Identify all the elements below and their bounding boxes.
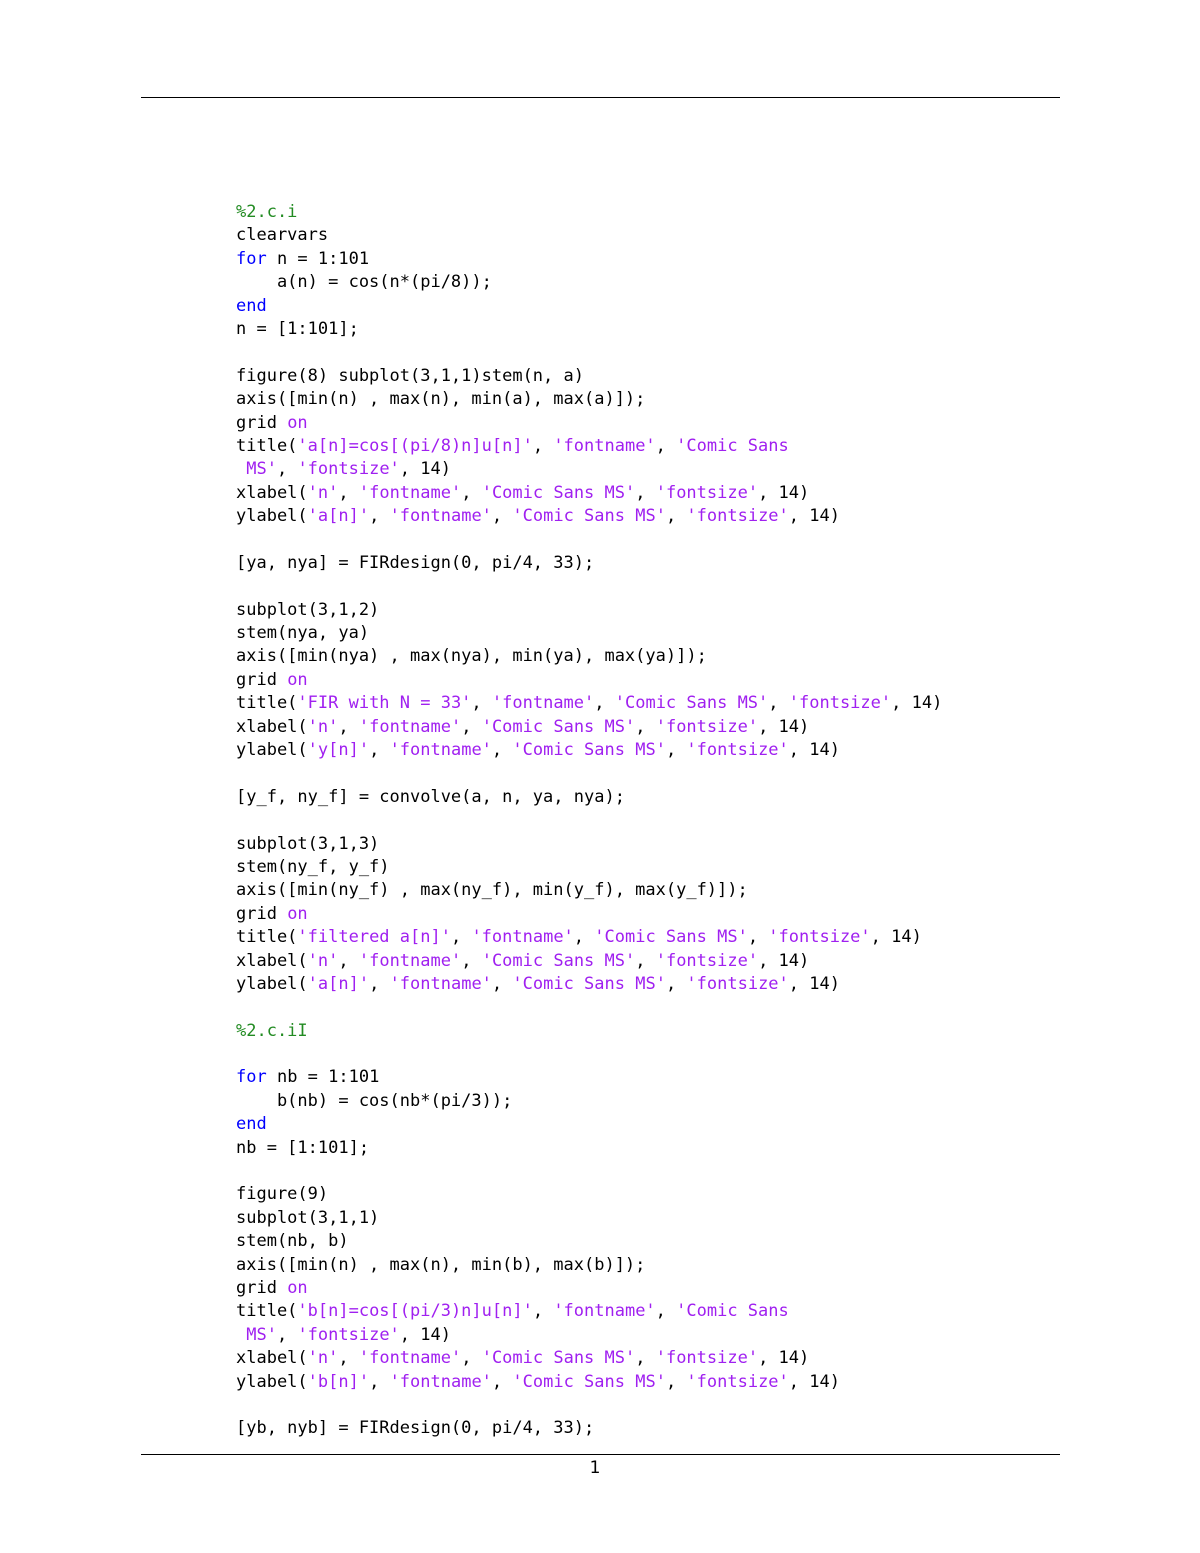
string-token: 'fontname' (358, 716, 462, 737)
code-token: ylabel( (236, 739, 308, 760)
code-token: title( (236, 693, 298, 714)
code-line (236, 926, 942, 949)
keyword-token: end (236, 1114, 267, 1135)
code-line (236, 341, 942, 364)
code-line (236, 1300, 942, 1323)
code-token: , (369, 1371, 390, 1392)
comment-token: %2.c.i (236, 202, 298, 222)
code-line (236, 505, 942, 528)
code-token: subplot(3,1,1) (236, 1207, 380, 1228)
code-token: , (491, 506, 513, 527)
string-token: 'fontname' (471, 927, 574, 948)
code-token: grid (236, 669, 288, 690)
code-token: , (369, 739, 390, 760)
keyword-token: for (236, 248, 267, 269)
code-token: xlabel( (236, 482, 308, 503)
header-rule (141, 97, 1060, 98)
code-line (236, 716, 942, 739)
keyword-token: end (236, 295, 267, 316)
code-token: clearvars (236, 225, 329, 246)
string-token: 'fontsize' (297, 1324, 400, 1345)
code-token: n = 1:101 (266, 248, 370, 269)
page-number: 1 (589, 1458, 601, 1478)
code-token: stem(ny_f, y_f) (236, 856, 390, 877)
string-token: 'fontname' (553, 435, 656, 456)
code-token: , (276, 459, 298, 480)
code-line (236, 1160, 942, 1183)
string-token: 'fontname' (553, 1301, 656, 1322)
string-token: 'Comic Sans MS' (481, 1348, 636, 1369)
code-token: , (635, 1348, 656, 1369)
footer-rule (141, 1454, 1060, 1455)
code-token: , (655, 435, 677, 456)
code-line (236, 903, 942, 926)
code-token: , (461, 1348, 482, 1369)
string-token: 'Comic Sans MS' (512, 739, 666, 760)
code-token: , 14) (399, 1324, 451, 1345)
code-line (236, 1020, 942, 1043)
code-line (236, 552, 942, 575)
code-token: , 14) (788, 973, 840, 994)
code-token: grid (236, 412, 288, 433)
code-line (236, 1043, 942, 1066)
string-token: 'fontsize' (788, 693, 892, 714)
string-token: 'filtered a[n]' (297, 927, 451, 948)
code-token: , (655, 1301, 677, 1322)
code-line (236, 201, 942, 224)
code-line (236, 1417, 942, 1440)
code-token: , (747, 927, 769, 948)
code-token: [ya, nya] = FIRdesign(0, pi/4, 33); (236, 552, 595, 573)
code-line (236, 528, 942, 551)
code-token: , (450, 927, 472, 948)
code-token: n = [1:101]; (236, 318, 359, 339)
string-token: 'Comic Sans MS' (481, 482, 636, 503)
code-token: , (665, 1371, 687, 1392)
code-line (236, 295, 942, 318)
string-token: 'fontname' (389, 973, 492, 994)
code-token: , (768, 693, 789, 714)
code-token: grid (236, 1277, 288, 1298)
code-token: , 14) (399, 459, 451, 480)
code-line (236, 412, 942, 435)
code-line (236, 1254, 942, 1277)
code-line (236, 762, 942, 785)
string-token: 'Comic Sans MS' (614, 693, 769, 714)
comment-token: %2.c.iI (236, 1020, 308, 1041)
string-token: 'Comic Sans MS' (512, 1371, 666, 1392)
string-token: 'FIR with N = 33' (297, 693, 472, 714)
string-token: on (287, 903, 308, 924)
code-line (236, 599, 942, 622)
code-line (236, 645, 942, 668)
string-token: 'fontsize' (655, 716, 759, 737)
string-token: MS' (236, 459, 277, 480)
code-token: title( (236, 927, 298, 948)
code-token: , (665, 506, 687, 527)
string-token: 'b[n]=cos[(pi/3)n]u[n]' (297, 1301, 533, 1322)
code-token: , (665, 973, 687, 994)
code-token: , (491, 1371, 513, 1392)
keyword-token: for (236, 1067, 267, 1088)
code-token: ylabel( (236, 506, 308, 527)
string-token: 'fontsize' (686, 1371, 789, 1392)
code-token: , (461, 482, 482, 503)
code-token: , (369, 506, 390, 527)
string-token: 'Comic Sans (676, 1301, 789, 1322)
string-token: 'Comic Sans MS' (512, 973, 666, 994)
code-line (236, 1371, 942, 1394)
code-token: xlabel( (236, 950, 308, 971)
code-token: , (491, 739, 513, 760)
code-token: , (635, 716, 656, 737)
code-token: , 14) (891, 693, 943, 714)
string-token: 'fontsize' (655, 950, 759, 971)
code-token: , (461, 950, 482, 971)
string-token: 'a[n]' (307, 506, 370, 527)
code-line (236, 1324, 942, 1347)
code-line (236, 365, 942, 388)
string-token: 'Comic Sans MS' (481, 950, 636, 971)
code-token: xlabel( (236, 716, 308, 737)
string-token: 'a[n]=cos[(pi/8)n]u[n]' (297, 435, 533, 456)
code-line (236, 950, 942, 973)
code-line (236, 224, 942, 247)
code-line (236, 1394, 942, 1417)
code-token: , (594, 693, 615, 714)
code-token: title( (236, 1301, 298, 1322)
code-token: figure(9) (236, 1184, 329, 1205)
string-token: 'fontsize' (768, 927, 871, 948)
string-token: 'fontname' (491, 693, 595, 714)
string-token: 'y[n]' (307, 739, 370, 760)
code-token: , (665, 739, 687, 760)
code-token: , 14) (788, 1371, 840, 1392)
string-token: on (287, 412, 308, 433)
code-token: , (532, 435, 554, 456)
code-token: axis([min(nya) , max(nya), min(ya), max(ya)]); (236, 646, 707, 667)
code-line (236, 856, 942, 879)
code-line (236, 318, 942, 341)
code-token: axis([min(n) , max(n), min(a), max(a)]); (236, 389, 646, 410)
string-token: 'fontname' (358, 1348, 462, 1369)
string-token: 'fontname' (389, 1371, 492, 1392)
code-token: a(n) = cos(n*(pi/8)); (236, 272, 492, 293)
string-token: 'Comic Sans MS' (481, 716, 636, 737)
code-token: , (471, 693, 492, 714)
string-token: 'fontsize' (686, 506, 789, 527)
code-token: , (532, 1301, 554, 1322)
code-line (236, 388, 942, 411)
code-line (236, 575, 942, 598)
string-token: 'b[n]' (307, 1371, 370, 1392)
code-token: , (338, 950, 359, 971)
string-token: 'n' (307, 716, 339, 737)
code-line (236, 482, 942, 505)
code-line (236, 786, 942, 809)
code-token: , (635, 482, 656, 503)
string-token: 'fontname' (358, 950, 462, 971)
code-line (236, 1230, 942, 1253)
code-token: subplot(3,1,2) (236, 599, 380, 620)
string-token: 'n' (307, 482, 339, 503)
code-token: b(nb) = cos(nb*(pi/3)); (236, 1090, 513, 1111)
code-token: , (276, 1324, 298, 1345)
string-token: 'n' (307, 950, 339, 971)
string-token: 'fontname' (389, 506, 492, 527)
code-token: axis([min(ny_f) , max(ny_f), min(y_f), max(y_f)]); (236, 880, 748, 901)
string-token: 'a[n]' (307, 973, 370, 994)
code-line (236, 669, 942, 692)
code-line (236, 435, 942, 458)
code-line (236, 692, 942, 715)
code-token: , (573, 927, 595, 948)
code-line (236, 809, 942, 832)
code-token: , (635, 950, 656, 971)
code-line (236, 879, 942, 902)
code-token: , 14) (758, 950, 810, 971)
code-line (236, 1090, 942, 1113)
code-token: ylabel( (236, 973, 308, 994)
code-line (236, 248, 942, 271)
string-token: on (287, 669, 308, 690)
code-token: , 14) (758, 716, 810, 737)
code-token: xlabel( (236, 1348, 308, 1369)
code-token: , (338, 482, 359, 503)
code-line (236, 973, 942, 996)
code-token: stem(nb, b) (236, 1231, 349, 1252)
string-token: 'fontsize' (655, 482, 759, 503)
code-line (236, 458, 942, 481)
string-token: 'fontname' (358, 482, 462, 503)
code-token: , (338, 1348, 359, 1369)
string-token: 'fontsize' (686, 739, 789, 760)
code-line (236, 739, 942, 762)
code-token: , (461, 716, 482, 737)
code-listing (236, 201, 942, 1441)
code-token: , 14) (788, 506, 840, 527)
string-token: 'fontsize' (655, 1348, 759, 1369)
string-token: on (287, 1277, 308, 1298)
code-token: nb = [1:101]; (236, 1137, 370, 1158)
code-token: figure(8) subplot(3,1,1)stem(n, a) (236, 365, 584, 386)
code-line (236, 1347, 942, 1370)
code-line (236, 1066, 942, 1089)
string-token: 'fontsize' (297, 459, 400, 480)
code-token: title( (236, 435, 298, 456)
code-token: , 14) (788, 739, 840, 760)
code-token: grid (236, 903, 288, 924)
code-token: [y_f, ny_f] = convolve(a, n, ya, nya); (236, 786, 625, 807)
code-token: nb = 1:101 (266, 1067, 380, 1088)
code-line (236, 996, 942, 1019)
string-token: 'Comic Sans MS' (594, 927, 748, 948)
code-token: ylabel( (236, 1371, 308, 1392)
code-token: , 14) (758, 482, 810, 503)
code-line (236, 1113, 942, 1136)
string-token: 'Comic Sans (676, 435, 789, 456)
code-line (236, 1183, 942, 1206)
code-token: , (491, 973, 513, 994)
code-line (236, 1207, 942, 1230)
code-line (236, 1277, 942, 1300)
code-token: subplot(3,1,3) (236, 833, 380, 854)
code-token: , 14) (758, 1348, 810, 1369)
string-token: 'Comic Sans MS' (512, 506, 666, 527)
code-line (236, 271, 942, 294)
code-line (236, 622, 942, 645)
code-line (236, 833, 942, 856)
string-token: MS' (236, 1324, 277, 1345)
code-token: , (338, 716, 359, 737)
code-token: , 14) (870, 927, 922, 948)
code-token: , (369, 973, 390, 994)
code-token: [yb, nyb] = FIRdesign(0, pi/4, 33); (236, 1418, 595, 1439)
string-token: 'fontsize' (686, 973, 789, 994)
code-token: axis([min(n) , max(n), min(b), max(b)]); (236, 1254, 646, 1275)
code-line (236, 1137, 942, 1160)
string-token: 'n' (307, 1348, 339, 1369)
code-token: stem(nya, ya) (236, 623, 370, 644)
string-token: 'fontname' (389, 739, 492, 760)
